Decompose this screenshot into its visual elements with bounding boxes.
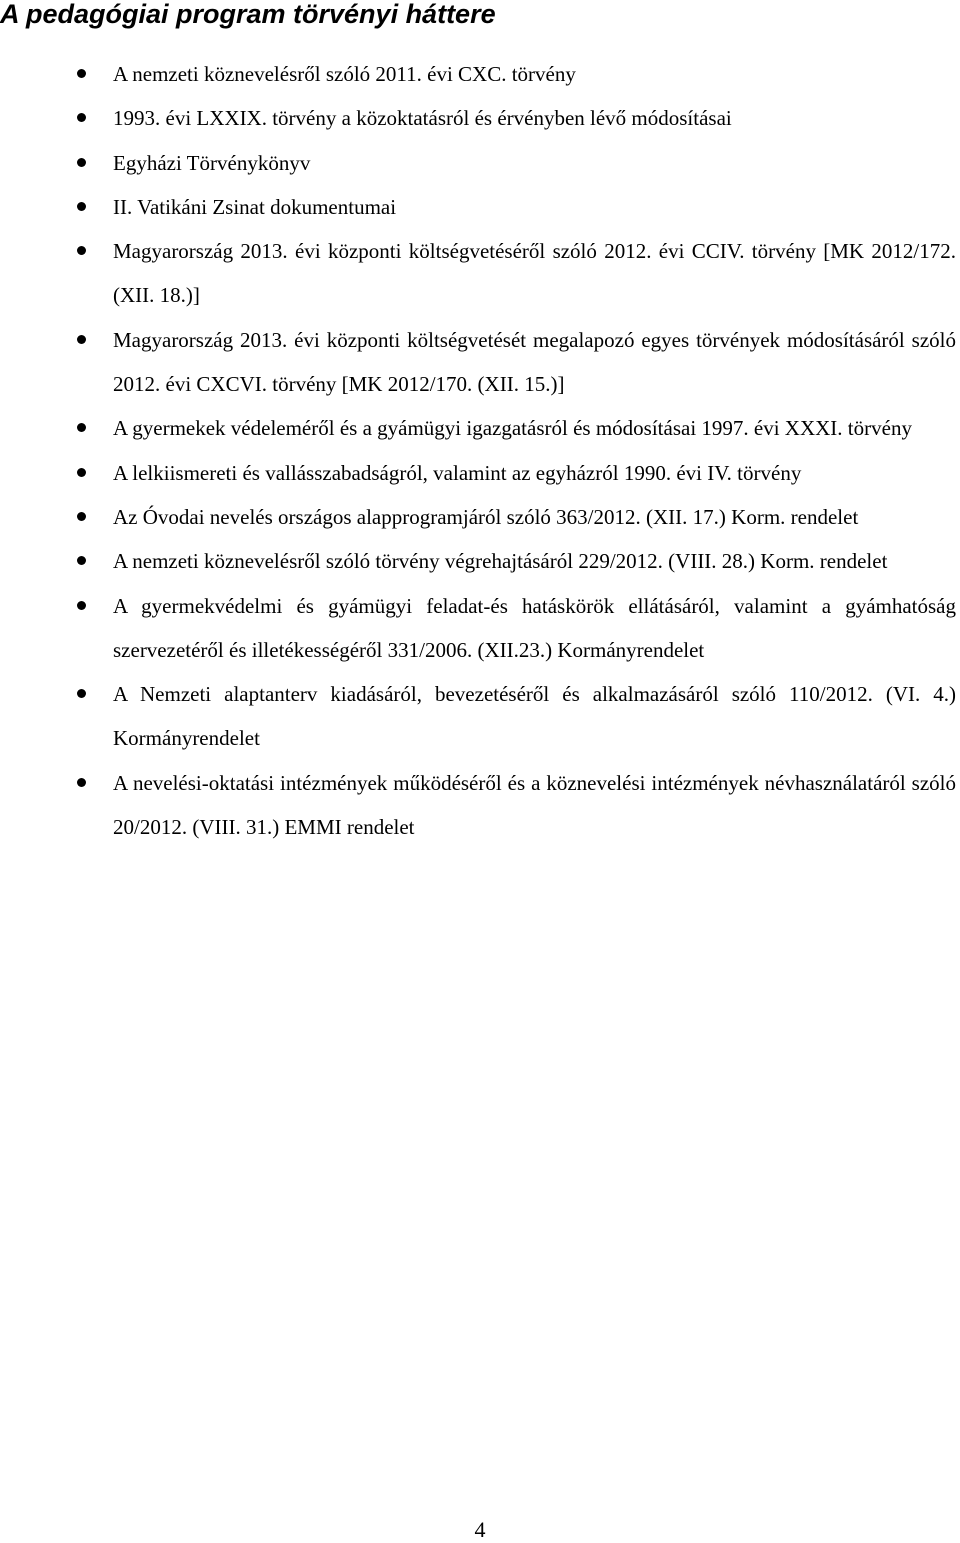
bullet-icon bbox=[77, 689, 86, 698]
list-item-text: II. Vatikáni Zsinat dokumentumai bbox=[113, 194, 397, 219]
bullet-icon bbox=[77, 601, 86, 610]
list-item bbox=[113, 406, 956, 450]
list-item-text: 1993. évi LXXIX. törvény a közoktatásról és érvényben lévő módosításai bbox=[113, 106, 732, 131]
list-item bbox=[113, 141, 956, 185]
list-item-text: A Nemzeti alaptanterv kiadásáról, bevezetéséről és alkalmazásáról szóló 110/2012. (VI. 4.) Kormányrendelet bbox=[113, 682, 956, 751]
list-item bbox=[113, 539, 956, 583]
bullet-icon bbox=[77, 556, 86, 565]
list-item-text: A nemzeti köznevelésről szóló 2011. évi CXC. törvény bbox=[113, 62, 576, 86]
list-item-text: Magyarország 2013. évi központi költségvetéséről szóló 2012. évi CCIV. törvény [MK 2012/172. (XII. 18.)] bbox=[113, 239, 956, 308]
bullet-icon bbox=[77, 423, 86, 432]
list-item bbox=[113, 584, 956, 673]
bullet-icon bbox=[77, 246, 86, 255]
bullet-icon bbox=[77, 335, 86, 344]
list-item bbox=[113, 451, 956, 495]
list-item bbox=[113, 229, 956, 318]
list-item bbox=[113, 761, 956, 850]
list-item-text: A gyermekek védeleméről és a gyámügyi igazgatásról és módosításai 1997. évi XXXI. törvény bbox=[113, 416, 912, 441]
list-item bbox=[113, 185, 956, 229]
bullet-icon bbox=[77, 113, 86, 122]
bullet-icon bbox=[77, 202, 86, 211]
list-item-text: Egyházi Törvénykönyv bbox=[113, 150, 311, 175]
bullet-icon bbox=[77, 512, 86, 521]
list-item bbox=[113, 672, 956, 761]
list-item-text: A gyermekvédelmi és gyámügyi feladat-és hatáskörök ellátásáról, valamint a gyámhatóság szervezetéről és illetékességéről 331/2006. (XII.23.) Kormányrendelet bbox=[113, 593, 956, 662]
page-number: 4 bbox=[474, 1517, 486, 1542]
list-item bbox=[113, 495, 956, 539]
bullet-icon bbox=[77, 778, 86, 787]
page-title: A pedagógiai program törvényi háttere bbox=[0, 0, 496, 29]
list-item-text: A nemzeti köznevelésről szóló törvény végrehajtásáról 229/2012. (VIII. 28.) Korm. rendelet bbox=[113, 549, 888, 574]
list-item-text: A lelkiismereti és vallásszabadságról, valamint az egyházról 1990. évi IV. törvény bbox=[113, 460, 802, 485]
list-item bbox=[113, 52, 956, 96]
list-item bbox=[113, 318, 956, 407]
bullet-icon bbox=[77, 69, 86, 78]
bullet-icon bbox=[77, 468, 86, 477]
list-item-text: Az Óvodai nevelés országos alapprogramjáról szóló 363/2012. (XII. 17.) Korm. rendelet bbox=[113, 504, 859, 529]
bullet-icon bbox=[77, 158, 86, 167]
law-list bbox=[113, 52, 956, 849]
list-item-text: Magyarország 2013. évi központi költségvetését megalapozó egyes törvények módosításáról szóló 2012. évi CXCVI. törvény [MK 2012/170. (XII. 15.)] bbox=[113, 327, 956, 397]
list-item-text: A nevelési-oktatási intézmények működéséről és a köznevelési intézmények névhasználatáról szóló 20/2012. (VIII. 31.) EMMI rendelet bbox=[113, 770, 956, 840]
list-item bbox=[113, 96, 956, 140]
